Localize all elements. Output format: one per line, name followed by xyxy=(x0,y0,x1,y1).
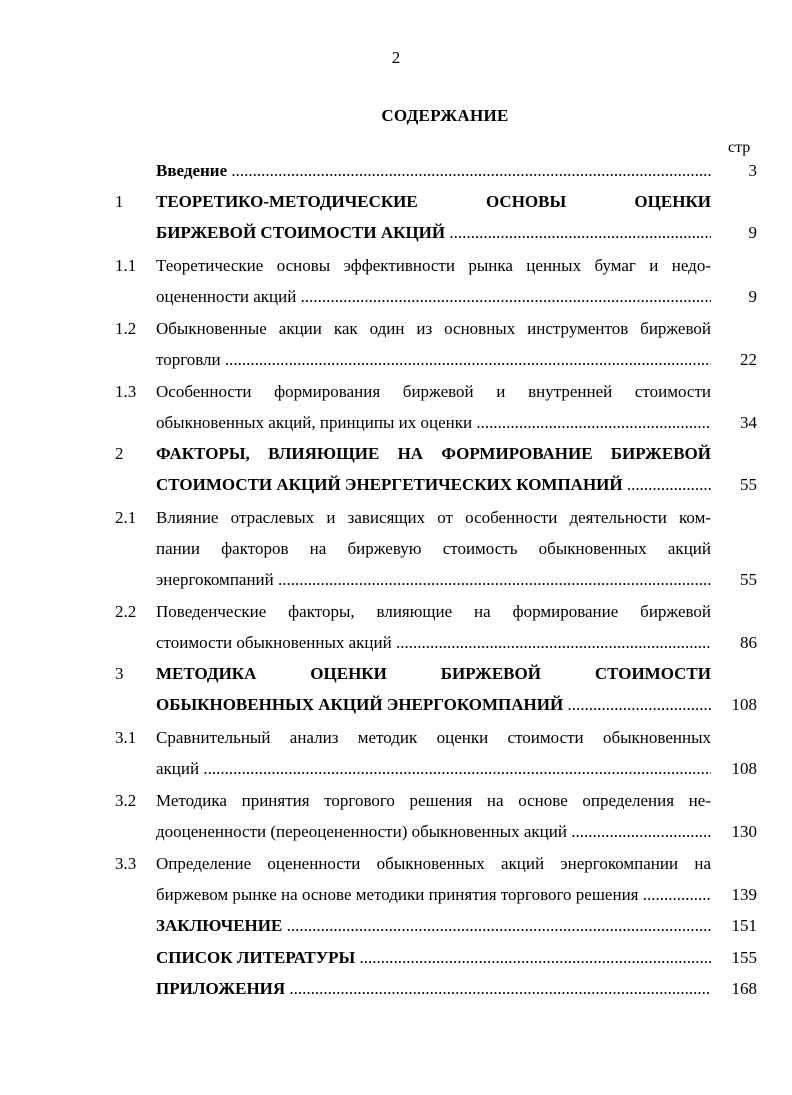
toc-entry-text: биржевом рынке на основе методики принятия торгового решения ..... xyxy=(156,885,711,905)
page-title: СОДЕРЖАНИЕ xyxy=(381,106,509,125)
toc-line xyxy=(0,728,792,758)
toc-page-number: 9 xyxy=(748,223,757,242)
page-column-label: стр xyxy=(728,139,751,156)
toc-page-number: 34 xyxy=(740,413,757,432)
toc-line xyxy=(0,948,792,978)
toc-page-number: 168 xyxy=(731,979,757,998)
toc-section-number: 1.1 xyxy=(115,256,137,275)
toc-line xyxy=(0,979,792,1009)
toc-line xyxy=(0,444,792,474)
toc-section-number: 2.1 xyxy=(115,508,137,527)
toc-entry-text: Поведенческие факторы, влияющие на формирование биржевой xyxy=(156,602,711,621)
toc-line xyxy=(0,759,792,789)
toc-entry-text: пании факторов на биржевую стоимость обыкновенных акций xyxy=(156,539,711,558)
toc-page-number: 86 xyxy=(740,633,757,652)
toc-section-number: 3 xyxy=(115,664,124,683)
toc-page-number: 55 xyxy=(740,570,757,589)
toc-entry-text: ПРИЛОЖЕНИЯ ..... xyxy=(156,979,711,999)
toc-entry-text: Сравнительный анализ методик оценки стоимости обыкновенных xyxy=(156,728,711,747)
toc-section-number: 1.2 xyxy=(115,319,137,338)
toc-entry-text: Методика принятия торгового решения на основе определения не- xyxy=(156,791,711,810)
toc-entry-text: торговли ..... xyxy=(156,350,711,370)
toc-section-number: 3.2 xyxy=(115,791,137,810)
toc-line xyxy=(0,350,792,380)
toc-page-number: 3 xyxy=(748,161,757,180)
toc-page-number: 55 xyxy=(740,475,757,494)
toc-entry-text: стоимости обыкновенных акций ..... xyxy=(156,633,711,653)
toc-entry-text: ЗАКЛЮЧЕНИЕ ..... xyxy=(156,916,711,936)
toc-page-number: 151 xyxy=(731,916,757,935)
toc-line xyxy=(0,413,792,443)
page-number: 2 xyxy=(391,48,401,67)
toc-page-number: 139 xyxy=(731,885,757,904)
toc-entry-text: акций ..... xyxy=(156,759,711,779)
toc-entry-text: ОБЫКНОВЕННЫХ АКЦИЙ ЭНЕРГОКОМПАНИЙ ..... xyxy=(156,695,711,715)
toc-section-number: 2.2 xyxy=(115,602,137,621)
toc-entry-text: оцененности акций ..... xyxy=(156,287,711,307)
toc-entry-text: ТЕОРЕТИКО-МЕТОДИЧЕСКИЕ ОСНОВЫ ОЦЕНКИ xyxy=(156,192,711,211)
toc-entry-text: дооцененности (переоцененности) обыкновенных акций ..... xyxy=(156,822,711,842)
toc-entry-text: СТОИМОСТИ АКЦИЙ ЭНЕРГЕТИЧЕСКИХ КОМПАНИЙ ..... xyxy=(156,475,711,495)
toc-line xyxy=(0,885,792,915)
toc-entry-text: Теоретические основы эффективности рынка ценных бумаг и недо- xyxy=(156,256,711,275)
toc-page-number: 9 xyxy=(748,287,757,306)
toc-line xyxy=(0,256,792,286)
toc-line xyxy=(0,791,792,821)
toc-line xyxy=(0,695,792,725)
toc-line xyxy=(0,475,792,505)
toc-entry-text: МЕТОДИКА ОЦЕНКИ БИРЖЕВОЙ СТОИМОСТИ xyxy=(156,664,711,683)
toc-entry-text: Обыкновенные акции как один из основных инструментов биржевой xyxy=(156,319,711,338)
toc-section-number: 3.3 xyxy=(115,854,137,873)
toc-line xyxy=(0,916,792,946)
toc-line xyxy=(0,192,792,222)
toc-entry-text: Влияние отраслевых и зависящих от особенности деятельности ком- xyxy=(156,508,711,527)
toc-entry-text: Особенности формирования биржевой и внутренней стоимости xyxy=(156,382,711,401)
toc-line xyxy=(0,822,792,852)
toc-page-number: 108 xyxy=(731,695,757,714)
toc-page-number: 155 xyxy=(731,948,757,967)
toc-section-number: 3.1 xyxy=(115,728,137,747)
toc-page-number: 108 xyxy=(731,759,757,778)
toc-line xyxy=(0,382,792,412)
toc-section-number: 1.3 xyxy=(115,382,137,401)
toc-line xyxy=(0,570,792,600)
toc-line xyxy=(0,633,792,663)
toc-entry-text: энергокомпаний ..... xyxy=(156,570,711,590)
toc-page-number: 130 xyxy=(731,822,757,841)
toc-line xyxy=(0,664,792,694)
toc-line xyxy=(0,539,792,569)
toc-line xyxy=(0,287,792,317)
toc-line xyxy=(0,508,792,538)
toc-line xyxy=(0,854,792,884)
toc-entry-text: ФАКТОРЫ, ВЛИЯЮЩИЕ НА ФОРМИРОВАНИЕ БИРЖЕВОЙ xyxy=(156,444,711,463)
toc-section-number: 2 xyxy=(115,444,124,463)
toc-entry-text: обыкновенных акций, принципы их оценки ..... xyxy=(156,413,711,433)
toc-line xyxy=(0,223,792,253)
toc-line xyxy=(0,161,792,191)
toc-page-number: 22 xyxy=(740,350,757,369)
toc-line xyxy=(0,319,792,349)
toc-entry-text: Определение оцененности обыкновенных акций энергокомпании на xyxy=(156,854,711,873)
toc-line xyxy=(0,602,792,632)
toc-entry-text: СПИСОК ЛИТЕРАТУРЫ ..... xyxy=(156,948,711,968)
toc-entry-text: Введение ..... xyxy=(156,161,711,181)
toc-entry-text: БИРЖЕВОЙ СТОИМОСТИ АКЦИЙ ..... xyxy=(156,223,711,243)
toc-section-number: 1 xyxy=(115,192,124,211)
